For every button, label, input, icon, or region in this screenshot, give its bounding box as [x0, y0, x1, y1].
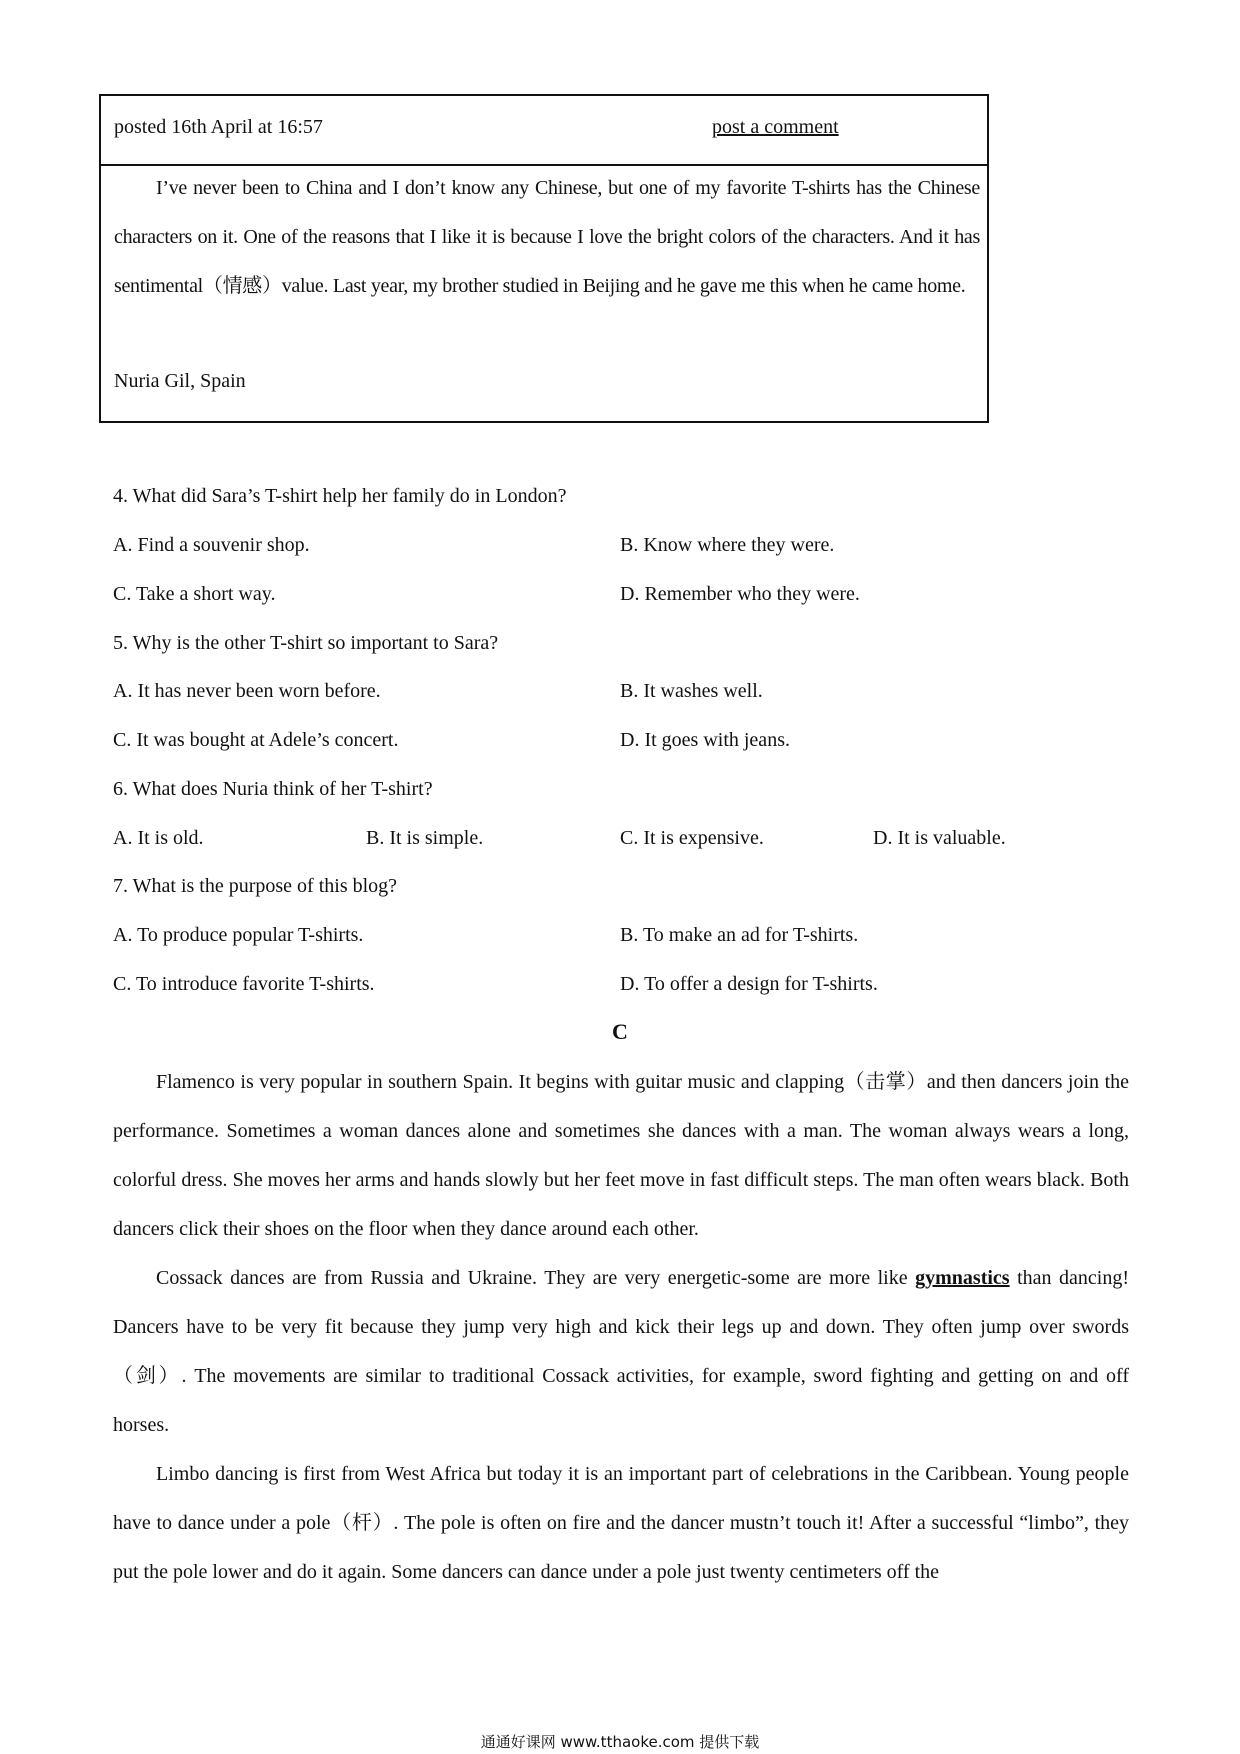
question-6-option-c: C. It is expensive.	[620, 827, 764, 849]
question-4-stem: 4. What did Sara’s T-shirt help her family do in London?	[113, 485, 567, 507]
passage-cossack-text-end: than dancing! Dancers have to be very fit because they jump very high and kick their legs up and down. They often jump over swords（剑）. The movements are similar to traditional Cossack activities, for example, sword fighting and getting on and off horses.	[113, 1267, 1130, 1436]
question-7-option-d: D. To offer a design for T-shirts.	[620, 973, 878, 995]
question-6-option-d: D. It is valuable.	[873, 827, 1006, 849]
question-5-option-d: D. It goes with jeans.	[620, 729, 790, 751]
question-6-stem: 6. What does Nuria think of her T-shirt?	[113, 778, 433, 800]
question-6-option-a: A. It is old.	[113, 827, 204, 849]
blog-post-box	[99, 94, 989, 423]
section-c-title: C	[612, 1019, 628, 1044]
question-4-option-b: B. Know where they were.	[620, 534, 835, 556]
post-timestamp: posted 16th April at 16:57	[114, 116, 323, 138]
blog-post-header	[101, 96, 987, 166]
gymnastics-underlined-word: gymnastics	[915, 1267, 1010, 1289]
question-4-option-a: A. Find a souvenir shop.	[113, 534, 310, 556]
question-7-option-a: A. To produce popular T-shirts.	[113, 924, 364, 946]
question-7-option-b: B. To make an ad for T-shirts.	[620, 924, 859, 946]
blog-post-body	[114, 164, 980, 311]
section-c-passage	[113, 1058, 1129, 1597]
passage-paragraph-cossack	[113, 1254, 1129, 1450]
blog-post-text: I’ve never been to China and I don’t know any Chinese, but one of my favorite T-shirts has the Chinese characters on it. One of the reasons that I like it is because I love the bright colors of the characters. And it has sentimental（情感）value. Last year, my brother studied in Beijing and he gave me this when he came home.	[114, 177, 980, 297]
blog-post-author: Nuria Gil, Spain	[114, 370, 246, 392]
post-comment-link[interactable]: post a comment	[712, 116, 839, 138]
question-5-stem: 5. Why is the other T-shirt so important to Sara?	[113, 632, 499, 654]
question-5-option-c: C. It was bought at Adele’s concert.	[113, 729, 399, 751]
passage-paragraph-limbo: Limbo dancing is first from West Africa but today it is an important part of celebrations in the Caribbean. Young people have to dance under a pole（杆）. The pole is often on fire and the dancer mustn’t touch it! After a successful “limbo”, they put the pole lower and do it again. Some dancers can dance under a pole just twenty centimeters off the	[113, 1463, 1129, 1583]
question-7-option-c: C. To introduce favorite T-shirts.	[113, 973, 375, 995]
question-4-option-d: D. Remember who they were.	[620, 583, 860, 605]
question-7-stem: 7. What is the purpose of this blog?	[113, 875, 398, 897]
question-4-option-c: C. Take a short way.	[113, 583, 276, 605]
passage-cossack-text-start: Cossack dances are from Russia and Ukraine. They are very energetic-some are more like	[156, 1267, 916, 1289]
question-5-option-a: A. It has never been worn before.	[113, 680, 381, 702]
passage-paragraph-flamenco: Flamenco is very popular in southern Spain. It begins with guitar music and clapping（击掌）and then dancers join the performance. Sometimes a woman dances alone and sometimes she dances with a man. The woman always wears a long, colorful dress. She moves her arms and hands slowly but her feet move in fast difficult steps. The man often wears black. Both dancers click their shoes on the floor when they dance around each other.	[113, 1071, 1129, 1240]
question-6-option-b: B. It is simple.	[366, 827, 484, 849]
page-footer-source: 通通好课网 www.tthaoke.com 提供下载	[480, 1733, 760, 1751]
question-5-option-b: B. It washes well.	[620, 680, 763, 702]
